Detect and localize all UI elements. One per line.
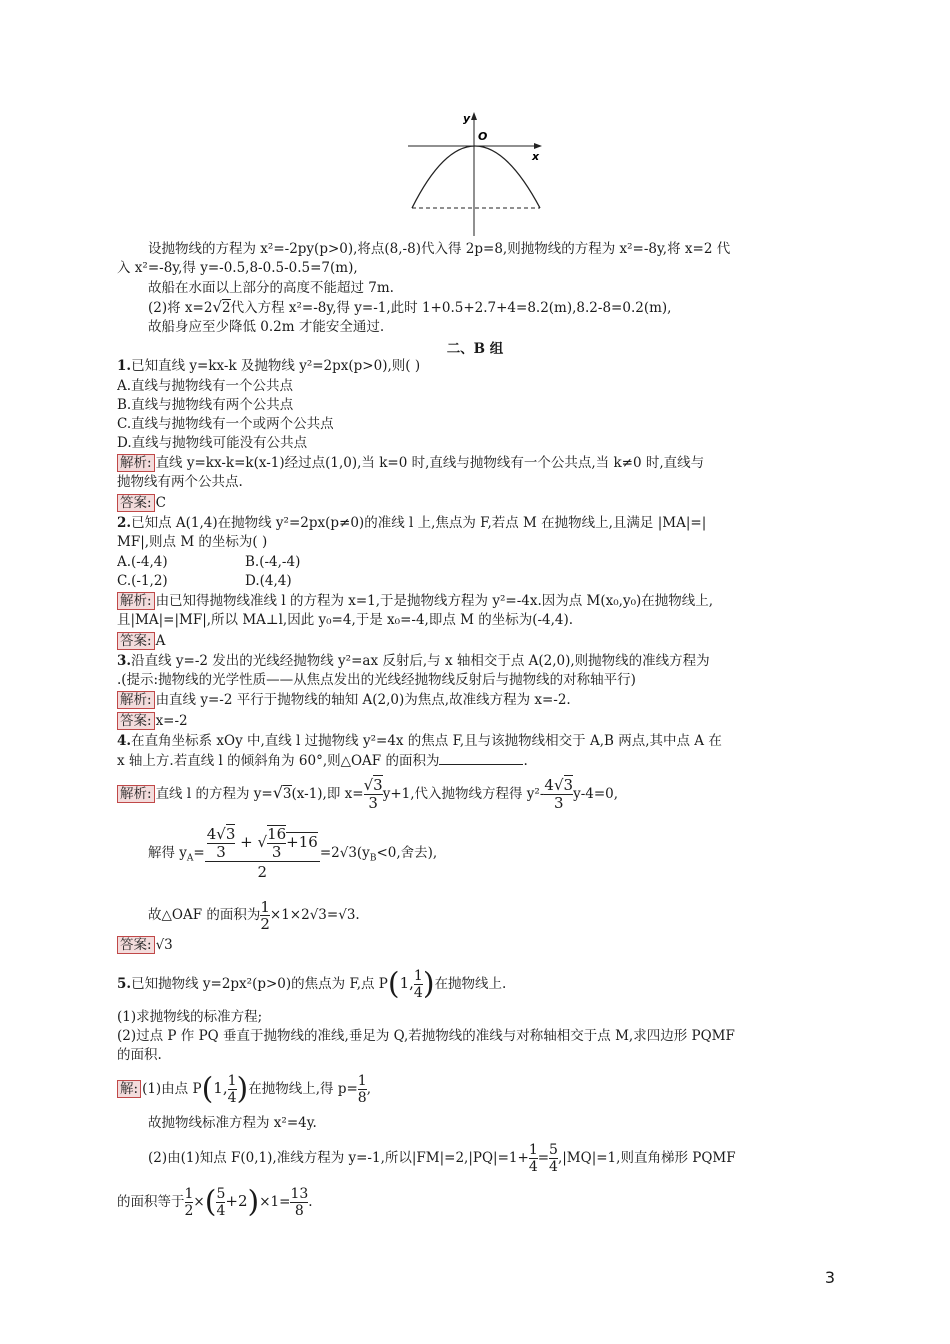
q2-stem-2: MF|,则点 M 的坐标为( ) <box>117 534 268 550</box>
q1-analysis: 解析: 直线 y=kx-k=k(x-1)经过点(1,0),当 k=0 时,直线与抛物线有一个公共点,当 k≠0 时,直线与 <box>117 454 837 473</box>
q5-solution-2: 故抛物线标准方程为 x²=4y. <box>148 1115 317 1131</box>
q5-part-2: (2)过点 P 作 PQ 垂直于抛物线的准线,垂足为 Q,若抛物线的准线与对称轴相交于点 M,求四边形 PQMF <box>117 1028 735 1044</box>
q5-stem: 5.已知抛物线 y=2px²(p>0)的焦点为 F,点 P(1, $\frac{1}{4}$ )在抛物线上. <box>117 966 507 1002</box>
q4-area-line: 故△OAF 的面积为 $\frac{1}{2}$ ×1×2√3=√3. <box>148 898 360 933</box>
solution-tag: 解: <box>117 1080 141 1098</box>
sol-line-3: 故船在水面以上部分的高度不能超过 7m. <box>148 280 394 296</box>
q1-option-b: B.直线与抛物线有两个公共点 <box>117 397 294 413</box>
q2-options-ab: A.(-4,4) B.(-4,-4) <box>117 554 301 570</box>
analysis-tag: 解析: <box>117 454 155 472</box>
q2-stem: 2.已知点 A(1,4)在抛物线 y²=2px(p≠0)的准线 l 上,焦点为 F,若点 M 在抛物线上,且满足 |MA|=| <box>117 515 707 531</box>
origin-label: O <box>478 130 488 143</box>
q1-analysis-2: 抛物线有两个公共点. <box>117 474 243 490</box>
q4-stem-2: x 轴上方.若直线 l 的倾斜角为 60°,则△OAF 的面积为 . <box>117 753 528 769</box>
q2-analysis-2: 且|MA|=|MF|,所以 MA⊥l,因此 y₀=4,于是 x₀=-4,即点 M 的坐标为(-4,4). <box>117 612 574 628</box>
page-number: 3 <box>824 1268 835 1287</box>
q2-analysis: 解析: 由已知得抛物线准线 l 的方程为 x=1,于是抛物线方程为 y²=-4x.因为点 M(x₀,y₀)在抛物线上, <box>117 592 837 611</box>
y-axis-label: y <box>463 112 471 125</box>
q3-answer: 答案: x=-2 <box>117 712 837 731</box>
q2-answer: 答案: A <box>117 632 837 651</box>
sol-line-1: 设抛物线的方程为 x²=-2py(p>0),将点(8,-8)代入得 2p=8,则抛物线的方程为 x²=-8y,将 x=2 代 <box>148 241 731 257</box>
q5-part-1: (1)求抛物线的标准方程; <box>117 1009 263 1025</box>
q5-part-2b: 的面积. <box>117 1047 162 1063</box>
q1-option-d: D.直线与抛物线可能没有公共点 <box>117 435 308 451</box>
q2-options-cd: C.(-1,2) D.(4,4) <box>117 573 292 589</box>
q5-solution-3: (2)由(1)知点 F(0,1),准线方程为 y=-1,所以|FM|=2,|PQ|=1+ $\frac{1}{4}$ = $\frac{5}{4}$ ,|MQ|=1,则直角梯形 PQMF <box>148 1142 736 1175</box>
q4-answer: 答案: √3 <box>117 936 837 955</box>
q3-stem: 3.沿直线 y=-2 发出的光线经抛物线 y²=ax 反射后,与 x 轴相交于点 A(2,0),则抛物线的准线方程为 <box>117 653 710 669</box>
x-axis-label: x <box>532 150 540 163</box>
q4-analysis: 解析: 直线 l 的方程为 y=√3(x-1),即 x= $\frac{√3}{3}$ y+1,代入抛物线方程得 y²- $\frac{4√3}{3}$ y-4=0, <box>117 773 837 815</box>
q4-solve-line: 解得 $y_A=$ $\frac{4√3}{3}$ + √ $\frac{16}{3}$ +16 2 $=2√3(y_B<0$,舍去), <box>148 824 438 881</box>
q1-answer: 答案: C <box>117 494 837 513</box>
q3-stem-2: .(提示:抛物线的光学性质——从焦点发出的光线经抛物线反射后与抛物线的对称轴平行) <box>117 672 636 688</box>
q1-option-a: A.直线与抛物线有一个公共点 <box>117 378 294 394</box>
q1-stem: 1.已知直线 y=kx-k 及抛物线 y²=2px(p>0),则( ) <box>117 358 421 374</box>
q4-stem: 4.在直角坐标系 xOy 中,直线 l 过抛物线 y²=4x 的焦点 F,且与该抛物线相交于 A,B 两点,其中点 A 在 <box>117 733 722 749</box>
q5-solution-4: 的面积等于 $\frac{1}{2}$ ×( $\frac{5}{4}$ +2)×1= $\frac{13}{8}$ . <box>117 1184 313 1220</box>
sol-line-2: 入 x²=-8y,得 y=-0.5,8-0.5-0.5=7(m), <box>117 260 358 276</box>
q5-solution-1: 解: (1)由点 P(1, $\frac{1}{4}$ )在抛物线上,得 p= $\frac{1}{8}$ , <box>117 1066 837 1110</box>
parabola-figure <box>400 108 560 238</box>
sol-line-5: 故船身应至少降低 0.2m 才能安全通过. <box>148 319 385 335</box>
answer-tag: 答案: <box>117 494 155 512</box>
q3-analysis: 解析: 由直线 y=-2 平行于抛物线的轴知 A(2,0)为焦点,故准线方程为 x=-2. <box>117 691 837 710</box>
section-b-heading: 二、B 组 <box>446 341 504 357</box>
q1-option-c: C.直线与抛物线有一个或两个公共点 <box>117 416 334 432</box>
sol-line-4: (2)将 x=2√2代入方程 x²=-8y,得 y=-1,此时 1+0.5+2.7+4=8.2(m),8.2-8=0.2(m), <box>148 298 672 316</box>
